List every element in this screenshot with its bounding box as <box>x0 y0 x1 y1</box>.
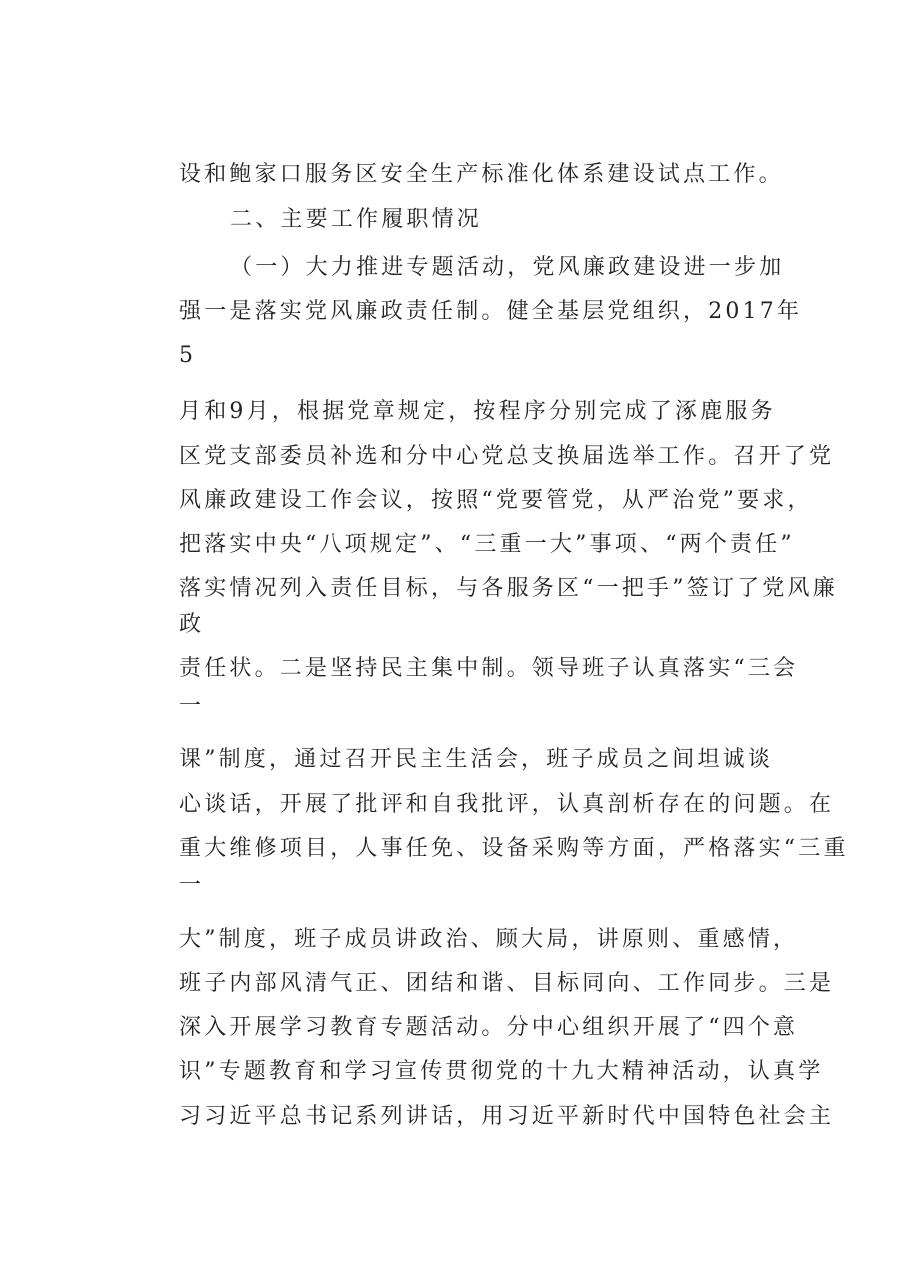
text-line: 识”专题教育和学习宣传贯彻党的十九大精神活动，认真学 <box>179 1059 824 1084</box>
text-line: 习习近平总书记系列讲话，用习近平新时代中国特色社会主 <box>179 1104 835 1129</box>
text-line: 深入开展学习教育专题活动。分中心组织开展了“四个意 <box>179 1015 799 1040</box>
text-line: 区党支部委员补选和分中心党总支换届选举工作。召开了党 <box>179 444 835 469</box>
text-line: 大”制度，班子成员讲政治、顾大局，讲原则、重感情， <box>179 927 799 952</box>
section-heading: 二、主要工作履职情况 <box>230 207 483 232</box>
text-line: 重大维修项目，人事任免、设备采购等方面，严格落实“三重 <box>179 836 849 861</box>
text-line: 设和鲍家口服务区安全生产标准化体系建设试点工作。 <box>179 162 784 187</box>
text-line: 把落实中央“八项规定”、“三重一大”事项、“两个责任” <box>179 532 795 557</box>
text-line: 课”制度，通过召开民主生活会，班子成员之间坦诚谈 <box>179 747 774 772</box>
text-line: 一 <box>179 873 205 898</box>
text-line: 政 <box>179 612 205 637</box>
subsection-heading: （一）大力推进专题活动，党风廉政建设进一步加 <box>230 255 785 280</box>
text-line: 月和9月，根据党章规定，按程序分别完成了涿鹿服务 <box>179 399 776 424</box>
text-line: 落实情况列入责任目标，与各服务区“一把手”签订了党风廉 <box>179 576 838 601</box>
text-line: 心谈话，开展了批评和自我批评，认真剖析存在的问题。在 <box>179 792 835 817</box>
text-line: 强一是落实党风廉政责任制。健全基层党组织，2017年 <box>179 299 803 324</box>
text-line: 责任状。二是坚持民主集中制。领导班子认真落实“三会 <box>179 656 799 681</box>
text-line: 风廉政建设工作会议，按照“党要管党，从严治党”要求， <box>179 488 813 513</box>
text-line: 班子内部风清气正、团结和谐、目标同向、工作同步。三是 <box>179 971 835 996</box>
text-line: 5 <box>179 343 197 368</box>
text-line: 一 <box>179 694 205 719</box>
